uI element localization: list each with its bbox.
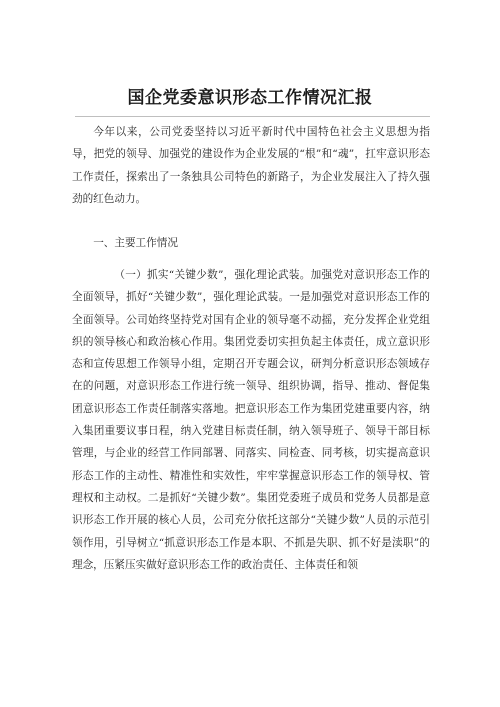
section-heading: 一、主要工作情况 <box>93 237 178 249</box>
intro-paragraph: 今年以来，公司党委坚持以习近平新时代中国特色社会主义思想为指导，把党的领导、加强党的建设作为企业发展的“根”和“魂”，扛牢意识形态工作责任，探索出了一条独具公司特色的新路子，为企业发展注入了持久强劲的红色动力。 <box>72 126 430 205</box>
section-paragraph: （一）抓实“关键少数”，强化理论武装。加强党对意识形态工作的全面领导，抓好“关键少数”，强化理论武装。一是加强党对意识形态工作的全面领导。公司始终坚持党对国有企业的领导毫不动摇，充分发挥企业党组织的领导核心和政治核心作用。集团党委切实担负起主体责任，成立意识形态和宣传思想工作领导小组，定期召开专题会议，研判分析意识形态领域存在的问题，对意识形态工作进行统一领导、组织协调，指导、推动、督促集团意识形态工作责任制落实落地。把意识形态工作为集团党建重要内容，纳入集团重要议事日程，纳入党建目标责任制，纳入领导班子、领导干部目标管理，与企业的经营工作同部署、同落实、同检查、同考核，切实提高意识形态工作的主动性、精准性和实效性，牢牢掌握意识形态工作的领导权、管理权和主动权。二是抓好“关键少数”。集团党委班子成员和党务人员都是意识形态工作开展的核心人员，公司充分依托这部分“关键少数”人员的示范引领作用，引导树立“抓意识形态工作是本职、不抓是失职、抓不好是渎职”的理念，压紧压实做好意识形态工作的政治责任、主体责任和领 <box>72 269 430 571</box>
document-title: 国企党委意识形态工作情况汇报 <box>127 88 373 108</box>
title-divider <box>75 116 430 117</box>
